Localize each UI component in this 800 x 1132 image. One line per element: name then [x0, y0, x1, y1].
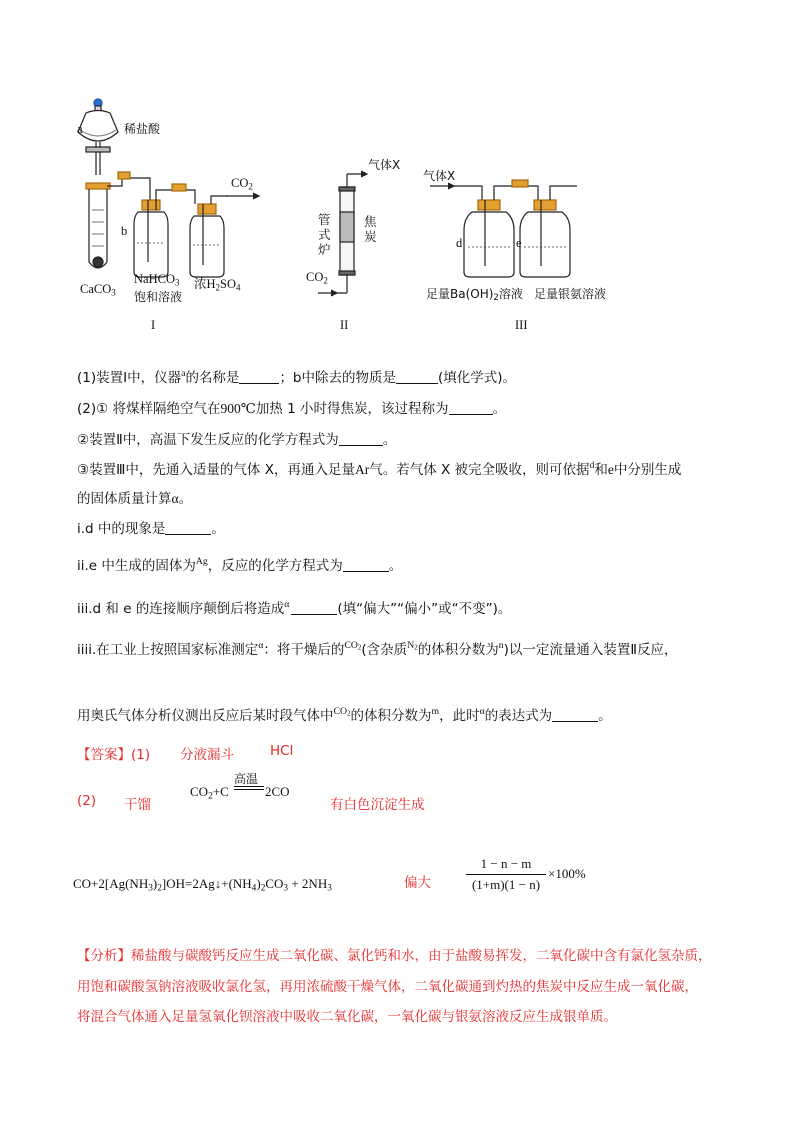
fraction-denominator: (1+m)(1 − n) [471, 877, 541, 892]
label-coke: 焦 炭 [364, 214, 377, 244]
analysis-label: 【分析】 [77, 948, 131, 964]
question-2-2: ②装置Ⅱ中，高温下发生反应的化学方程式为 。 [77, 432, 397, 448]
analysis-section [77, 941, 712, 1033]
question-iiii: iiii.在工业上按照国家标准测定$^\alpha$：将干燥后的$^{CO_2}$(含杂质$^{N_2}$的体积分数为$^n$)以一定流量通入装置Ⅱ反应， [77, 640, 678, 658]
answer-1: 分液漏斗 [180, 747, 234, 763]
label-nahco3: NaHCO$_3$ [134, 272, 180, 288]
coke-equation: 高温 $CO_2+C$ 2CO [190, 772, 290, 802]
label-roman-3: III [515, 318, 528, 332]
label-furnace: 管 式 炉 [318, 212, 331, 257]
silver-equation: $CO+2[Ag(NH_3)_2]OH=2Ag↓+(NH_4)_2CO_3 + 2NH_3$ [73, 876, 332, 894]
question-1: (1)装置Ⅰ中，仪器$^a$的名称是 ；b中除去的物质是 (填化学式)。 [77, 368, 517, 386]
label-h2so4: 浓$H_2SO_4$ [194, 277, 241, 293]
answer-3: 干馏 [124, 797, 151, 813]
percent-factor: ×100% [548, 866, 586, 881]
label-e: e [516, 236, 522, 250]
answer-5: 偏大 [404, 875, 431, 891]
label-baoh2: 足量$Ba(OH)_2$溶液 [426, 287, 523, 304]
analysis-line-2: 用饱和碳酸氢钠溶液吸收氯化氢，再用浓硫酸干燥气体，二氧化碳通到灼热的焦炭中反应生成一氧化碳， [77, 978, 698, 995]
question-i: i.d 中的现象是 。 [77, 521, 225, 537]
label-gas-x-in: 气体X [423, 169, 456, 183]
analysis-line-1: 【分析】稀盐酸与碳酸钙反应生成二氧化碳、氯化钙和水，由于盐酸易挥发，二氧化碳中含有氯化氢杂质， [77, 948, 712, 964]
label-gas-x-out: 气体X [368, 158, 401, 172]
label-a: a [77, 122, 83, 136]
label-caco3: CaCO$_3$ [80, 282, 116, 298]
analysis-line-3: 将混合气体通入足量氢氧化钡溶液中吸收二氧化碳，一氧化碳与银氨溶液反应生成银单质。 [77, 1009, 617, 1025]
apparatus-figure [0, 0, 800, 340]
question-2-1: (2)① 将煤样隔绝空气在900℃加热 1 小时得焦炭，该过程称为 。 [77, 401, 507, 417]
fraction-numerator: 1 − n − m [480, 856, 532, 871]
label-silver-ammonia: 足量银氨溶液 [534, 287, 607, 301]
label-b: b [121, 224, 128, 238]
label-co2-out: $CO_2$ [231, 176, 253, 192]
label-acid: 稀盐酸 [124, 122, 161, 136]
label-co2-in: $CO_2$ [306, 270, 328, 286]
label-roman-1: I [151, 318, 156, 332]
question-iii: iii.d 和 e 的连接顺序颠倒后将造成$^\alpha$ (填“偏大”“偏小”或“不变”)。 [77, 599, 512, 617]
label-d: d [456, 236, 463, 250]
question-ii: ii.e 中生成的固体为$^{Ag}$，反应的化学方程式为 。 [77, 556, 403, 574]
answer-4: 有白色沉淀生成 [330, 797, 425, 813]
question-v: 用奥氏气体分析仪测出反应后某时段气体中$^{CO_2}$的体积分数为$^m$，此时$^\alpha$的表达式为 。 [77, 706, 612, 724]
answer-part-2: (2) [77, 793, 97, 809]
label-roman-2: II [340, 318, 349, 332]
question-2-3: ③装置Ⅲ中，先通入适量的气体 X，再通入足量Ar气。若气体 X 被完全吸收，则可依据$^d$和e中分别生成 [77, 460, 682, 478]
label-nahco3-solution: 饱和溶液 [134, 290, 183, 304]
answer-label: 【答案】(1) [77, 747, 151, 763]
answer-2: HCl [270, 743, 294, 759]
alpha-expression [466, 856, 606, 896]
equation-condition: 高温 [234, 772, 259, 786]
question-2-3-cont: 的固体质量计算α。 [77, 491, 193, 507]
